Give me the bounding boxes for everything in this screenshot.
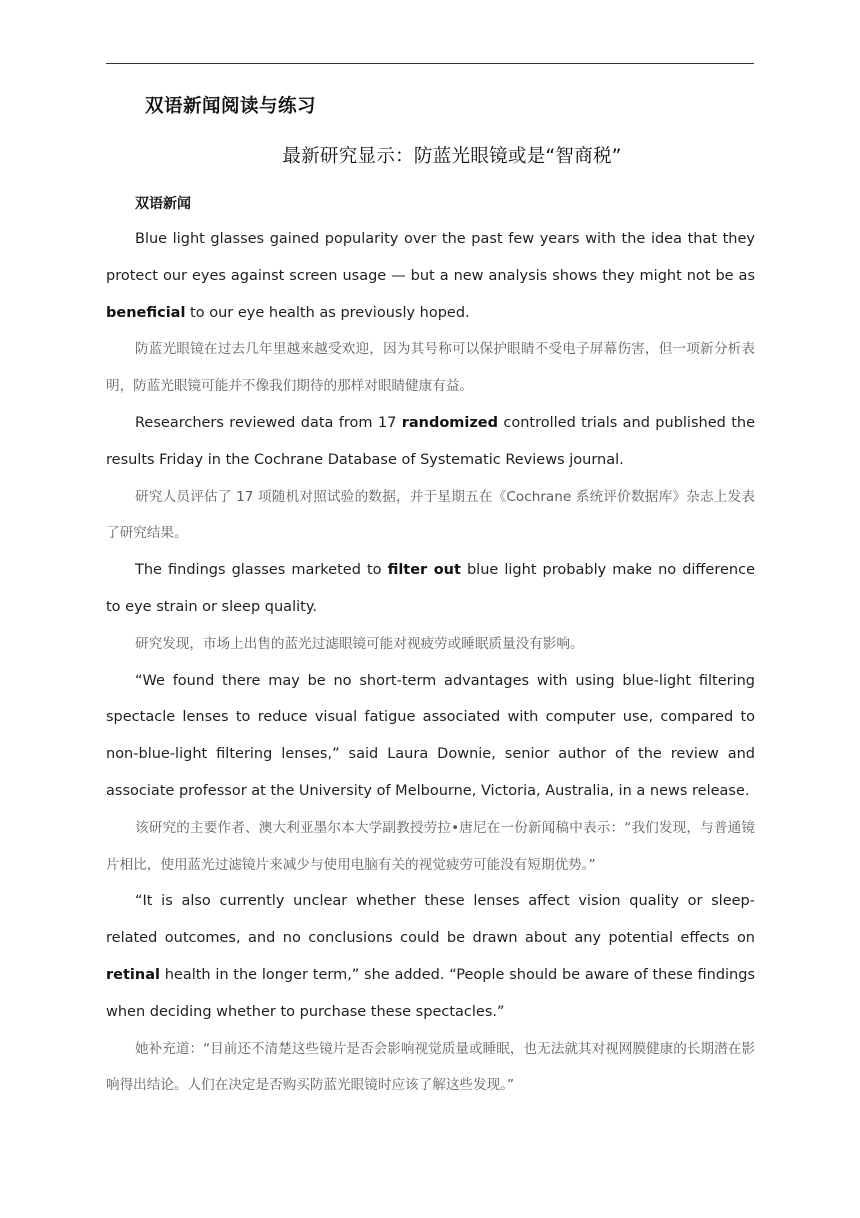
paragraph-zh-2: 研究人员评估了 17 项随机对照试验的数据，并于星期五在《Cochrane 系统评价数据库》杂志上发表了研究结果。 bbox=[106, 488, 755, 542]
paragraph-zh-5: 她补充道：“目前还不清楚这些镜片是否会影响视觉质量或睡眠，也无法就其对视网膜健康的长期潜在影响得出结论。人们在决定是否购买防蓝光眼镜时应该了解这些发现。” bbox=[106, 1040, 755, 1094]
article-headline bbox=[0, 142, 860, 168]
paragraph-zh-1: 防蓝光眼镜在过去几年里越来越受欢迎，因为其号称可以保护眼睛不受电子屏幕伤害，但一项新分析表明，防蓝光眼镜可能并不像我们期待的那样对眼睛健康有益。 bbox=[106, 341, 755, 395]
header-rule bbox=[106, 63, 754, 64]
paragraph-en-1: Blue light glasses gained popularity over the past few years with the idea that they protect our eyes against screen usage — but a new analysis shows they might not be as beneficial to our eye health as previously hoped. bbox=[106, 231, 755, 321]
paragraph-zh-4: 该研究的主要作者、澳大利亚墨尔本大学副教授劳拉•唐尼在一份新闻稿中表示：“我们发现，与普通镜片相比，使用蓝光过滤镜片来减少与使用电脑有关的视觉疲劳可能没有短期优势。” bbox=[106, 819, 755, 873]
paragraph-en-2: Researchers reviewed data from 17 randomized controlled trials and published the results Friday in the Cochrane Database of Systematic Reviews journal. bbox=[106, 414, 755, 468]
paragraph-en-3: The findings glasses marketed to filter out blue light probably make no difference to eye strain or sleep quality. bbox=[106, 562, 755, 615]
vocab-term: beneficial bbox=[106, 304, 186, 321]
paragraph-zh-3: 研究发现，市场上出售的蓝光过滤眼镜可能对视疲劳或睡眠质量没有影响。 bbox=[135, 635, 584, 652]
vocab-term: filter out bbox=[387, 562, 461, 579]
paragraph-en-5: “It is also currently unclear whether these lenses affect vision quality or sleep-related outcomes, and no conclusions could be drawn about any potential effects on retinal health in the longer term,” she added. “People should be aware of these findings when deciding whether to purchase these spectacles.” bbox=[106, 893, 755, 1020]
vocab-term: randomized bbox=[401, 414, 499, 431]
vocab-term: retinal bbox=[106, 966, 160, 983]
section-label: 双语新闻 bbox=[135, 196, 191, 212]
section-title: 双语新闻阅读与练习 bbox=[145, 96, 317, 117]
headline-text: 最新研究显示：防蓝光眼镜或是“智商税” bbox=[282, 146, 622, 167]
paragraph-en-4: “We found there may be no short-term advantages with using blue-light filtering spectacle lenses to reduce visual fatigue associated with computer use, compared to non-blue-light filtering lenses,” said Laura Downie, senior author of the review and associate professor at the University of Melbourne, Victoria, Australia, in a news release. bbox=[106, 672, 755, 799]
article-body bbox=[106, 221, 755, 1104]
